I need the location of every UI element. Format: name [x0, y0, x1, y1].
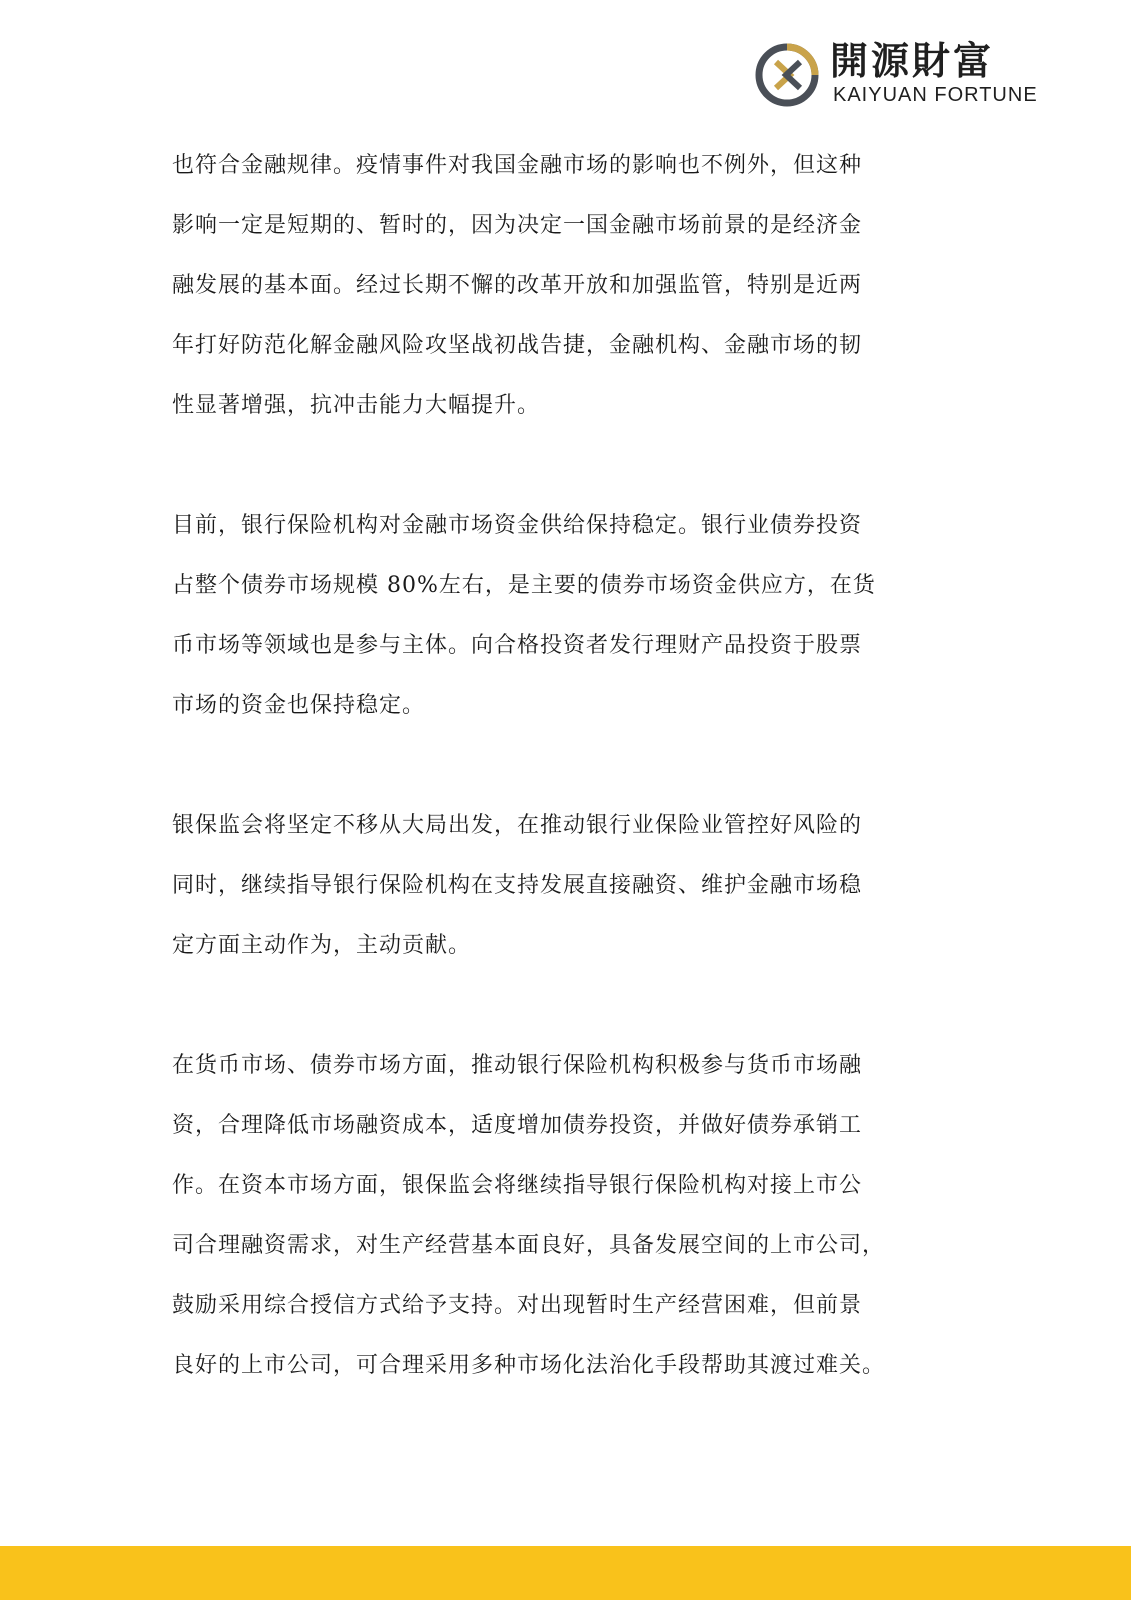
text-line: 资，合理降低市场融资成本，适度增加债券投资，并做好债券承销工	[172, 1113, 863, 1138]
text-line: 在货币市场、债券市场方面，推动银行保险机构积极参与货币市场融	[172, 1053, 863, 1078]
company-logo	[754, 40, 1044, 110]
logo-english-name: KAIYUAN FORTUNE	[833, 84, 1038, 106]
paragraph-4	[172, 1036, 972, 1396]
text-line: 影响一定是短期的、暂时的，因为决定一国金融市场前景的是经济金	[172, 213, 863, 238]
kaiyuan-logo-icon	[754, 42, 820, 108]
paragraph-2	[172, 496, 972, 736]
text-line: 年打好防范化解金融风险攻坚战初战告捷，金融机构、金融市场的韧	[172, 333, 863, 358]
logo-chinese-name: 開源財富	[830, 39, 995, 83]
paragraph-1	[172, 136, 972, 436]
text-line: 鼓励采用综合授信方式给予支持。对出现暂时生产经营困难，但前景	[172, 1293, 863, 1318]
text-line: 融发展的基本面。经过长期不懈的改革开放和加强监管，特别是近两	[172, 273, 863, 298]
text-line: 作。在资本市场方面，银保监会将继续指导银行保险机构对接上市公	[172, 1173, 863, 1198]
text-line: 也符合金融规律。疫情事件对我国金融市场的影响也不例外，但这种	[172, 153, 863, 178]
article-body	[172, 136, 972, 1456]
text-line: 司合理融资需求，对生产经营基本面良好，具备发展空间的上市公司，	[172, 1233, 886, 1258]
paragraph-3	[172, 796, 972, 976]
text-line: 良好的上市公司，可合理采用多种市场化法治化手段帮助其渡过难关。	[172, 1353, 886, 1378]
text-line: 币市场等领域也是参与主体。向合格投资者发行理财产品投资于股票	[172, 633, 863, 658]
text-line: 目前，银行保险机构对金融市场资金供给保持稳定。银行业债券投资	[172, 513, 863, 538]
text-line: 市场的资金也保持稳定。	[172, 693, 426, 718]
text-line: 占整个债券市场规模 80%左右，是主要的债券市场资金供应方，在货	[172, 573, 876, 598]
text-line: 银保监会将坚定不移从大局出发，在推动银行业保险业管控好风险的	[172, 813, 863, 838]
text-line: 定方面主动作为，主动贡献。	[172, 933, 472, 958]
text-line: 同时，继续指导银行保险机构在支持发展直接融资、维护金融市场稳	[172, 873, 863, 898]
footer-accent-bar	[0, 1546, 1131, 1600]
text-line: 性显著增强，抗冲击能力大幅提升。	[172, 393, 541, 418]
